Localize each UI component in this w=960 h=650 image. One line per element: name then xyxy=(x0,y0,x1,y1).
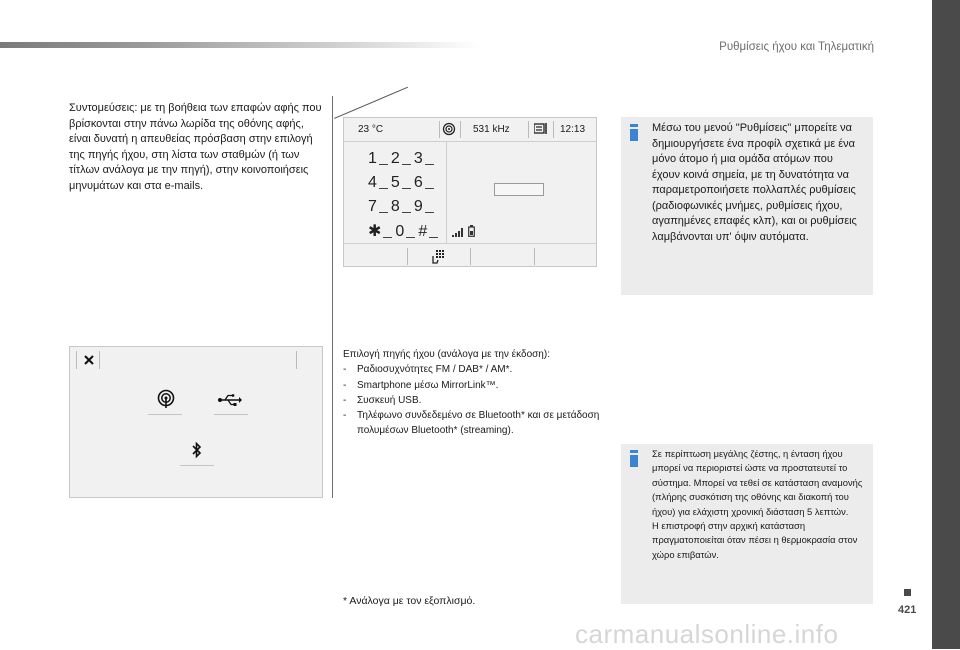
dial-key[interactable]: 9 xyxy=(413,198,424,215)
page-title: Ρυθμίσεις ήχου και Τηλεματική xyxy=(719,41,874,53)
info-box-profiles xyxy=(621,117,873,295)
bottom-divider xyxy=(470,248,471,265)
bottom-divider xyxy=(407,248,408,265)
dial-row xyxy=(368,174,437,192)
list-item: - Ραδιοσυχνότητες FM / DAB* / AM*. xyxy=(343,364,513,376)
dial-row xyxy=(368,221,441,241)
header-gradient-bar xyxy=(0,42,480,48)
number-display-field[interactable] xyxy=(494,183,544,196)
list-item: - Τηλέφωνο συνδεδεμένο σε Bluetooth* και σε μετάδοση πολυμέσων Bluetooth* (streaming). xyxy=(343,410,600,437)
screen-bottom-bar xyxy=(344,243,596,269)
page-marker xyxy=(904,589,911,596)
audio-source-panel xyxy=(69,346,323,498)
panel-divider xyxy=(99,351,100,369)
clock-readout: 12:13 xyxy=(560,124,586,135)
panel-divider xyxy=(76,351,77,369)
dial-key[interactable]: 8 xyxy=(390,198,401,215)
icon-underline xyxy=(214,414,248,415)
status-divider xyxy=(528,121,529,138)
status-divider xyxy=(439,121,440,138)
radio-signal-icon[interactable] xyxy=(156,389,176,409)
dial-key[interactable]: 3 xyxy=(413,150,424,167)
usb-icon[interactable] xyxy=(218,394,242,406)
dial-key[interactable]: 2 xyxy=(390,150,401,167)
dial-key[interactable]: # xyxy=(418,223,429,240)
dial-key[interactable]: 0 xyxy=(395,223,406,240)
bottom-divider xyxy=(534,248,535,265)
bluetooth-icon[interactable] xyxy=(192,441,202,459)
status-bar xyxy=(344,118,596,142)
footnote: * Ανάλογα με τον εξοπλισμό. xyxy=(343,595,476,607)
battery-icon xyxy=(468,225,475,237)
dial-row xyxy=(368,198,437,216)
dial-key[interactable]: ✱ xyxy=(368,223,383,240)
temperature-readout: 23 °C xyxy=(358,124,384,135)
status-divider xyxy=(460,121,461,138)
info-icon xyxy=(630,124,638,141)
signal-bars-icon xyxy=(452,227,464,237)
info-icon xyxy=(630,450,638,467)
frequency-readout: 531 kHz xyxy=(473,124,510,135)
panel-divider xyxy=(296,351,297,369)
touchscreen-illustration xyxy=(343,117,597,267)
radio-signal-icon[interactable] xyxy=(442,122,456,136)
list-item: - Συσκευή USB. xyxy=(343,394,422,406)
dial-key[interactable]: 5 xyxy=(390,174,401,191)
dial-key[interactable]: 7 xyxy=(368,198,378,215)
info-text: Μέσω του μενού "Ρυθμίσεις" μπορείτε να δημιουργήσετε ένα προφίλ σχετικά με ένα μόνο άτομο ή μια ομάδα ατόμων που έχουν κοινά σημεία, με τη δυνατότητα να παραμετροποιήσετε πολλαπλές ρυθμίσεις (ραδιοφωνικές μνήμες, ρυθμίσεις ήχου, αγαπημένες επαφές κλπ), και οι ρυθμίσεις λαμβάνονται υπ' όψιν αυτόματα. xyxy=(652,122,857,243)
dial-row xyxy=(368,150,437,168)
info-text: Σε περίπτωση μεγάλης ζέστης, η ένταση ήχου μπορεί να περιοριστεί ώστε να προστατευτεί το σύστημα. Μπορεί να τεθεί σε κατάσταση αναμονής (πλήρης συσκότιση της οθόνης και διακοπή του ήχου) για ελάχιστη χρονική διάσταση 5 λεπτών. Η επιστροφή στην αρχική κατάσταση πραγματοποιείται όταν πέσει η θερμοκρασία στον χώρο επιβατών. xyxy=(652,448,863,560)
column-divider xyxy=(332,96,333,498)
watermark: carmanualsonline.info xyxy=(575,619,839,649)
dial-key[interactable]: 4 xyxy=(368,174,378,191)
source-intro: Επιλογή πηγής ήχου (ανάλογα με την έκδοση): xyxy=(343,349,550,360)
dial-key[interactable]: 1 xyxy=(368,150,378,167)
audio-source-description xyxy=(343,347,608,439)
dial-pad xyxy=(344,142,447,243)
callout-line xyxy=(334,87,408,119)
side-strip xyxy=(932,0,960,649)
status-divider xyxy=(553,121,554,138)
close-icon[interactable] xyxy=(84,355,94,365)
keypad-icon[interactable] xyxy=(432,250,446,264)
dial-key[interactable]: 6 xyxy=(413,174,424,191)
page-number: 421 xyxy=(898,604,917,616)
icon-underline xyxy=(148,414,182,415)
icon-underline xyxy=(180,465,214,466)
list-item: - Smartphone μέσω MirrorLink™. xyxy=(343,379,499,391)
info-box-heat xyxy=(621,444,873,604)
shortcuts-paragraph: Συντομεύσεις: με τη βοήθεια των επαφών αφής που βρίσκονται στην πάνω λωρίδα της οθόνης αφής, είναι δυνατή η απευθείας πρόσβαση στην επιλογή της πηγής ήχου, στη λίστα των σταθμών (ή των τίτλων ανάλογα με την πηγή), στην κοινοποιήσεις μηνυμάτων και στα e-mails. xyxy=(69,102,322,192)
media-list-icon[interactable] xyxy=(534,123,548,135)
